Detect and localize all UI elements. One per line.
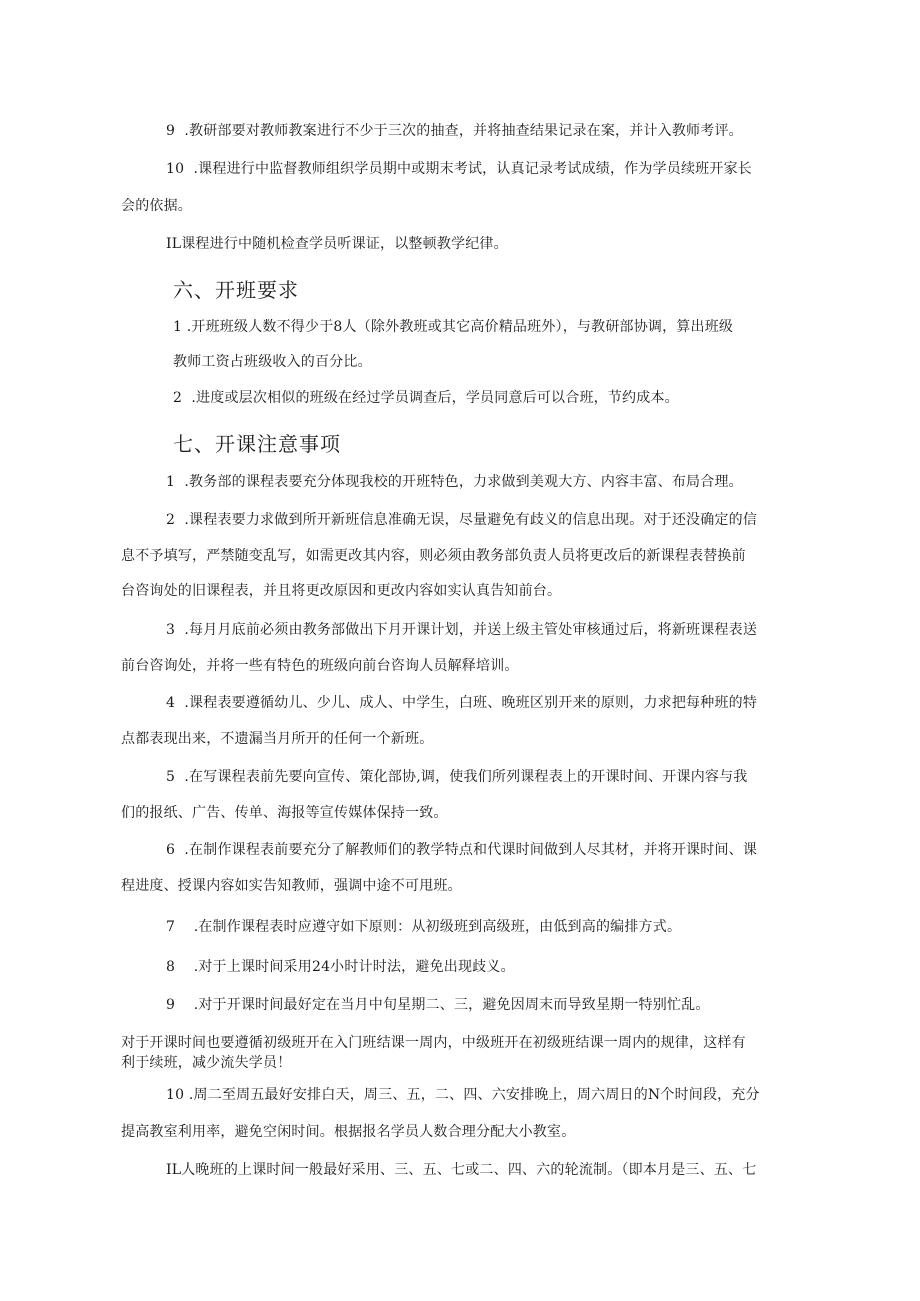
paragraph-line: 提高教室利用率，避免空闲时间。根据报名学员人数合理分配大小教室。 — [121, 1124, 576, 1140]
paragraph-line: 2 .课程表要力求做到所开新班信息准确无误，尽量避免有歧义的信息出现。对于还没确定的信 — [166, 512, 758, 528]
paragraph-line: 7 .在制作课程表时应遵守如下原则：从初级班到高级班，由低到高的编排方式。 — [166, 919, 682, 935]
section-heading-7: 七、开课注意事项 — [173, 432, 341, 456]
paragraph-line: 息不予填写，严禁随变乱写，如需更改其内容，则必须由教务部负责人员将更改后的新课程表替换前 — [121, 548, 746, 564]
paragraph-line: 1 .开班班级人数不得少于8人（除外教班或其它高价精品班外），与教研部协调，算出班级 — [173, 319, 734, 335]
paragraph-line: 9 .教研部要对教师教案进行不少于三次的抽查，并将抽查结果记录在案，并计入教师考评。 — [166, 123, 743, 139]
paragraph-line: 1 .教务部的课程表要充分体现我校的开班特色，力求做到美观大方、内容丰富、布局合理。 — [166, 474, 743, 490]
paragraph-line: 会的依据。 — [121, 198, 192, 214]
section-heading-6: 六、开班要求 — [173, 278, 299, 302]
paragraph-line: 6 .在制作课程表前要充分了解教师们的教学特点和代课时间做到人尽其材，并将开课时间、课 — [166, 842, 758, 858]
paragraph-line: 4 .课程表要遵循幼儿、少儿、成人、中学生，白班、晚班区别开来的原则，力求把每种班的特 — [166, 695, 758, 711]
paragraph-line: 们的报纸、广告、传单、海报等宣传媒体保持一致。 — [121, 805, 448, 821]
paragraph-line: 9 .对于开课时间最好定在当月中旬星期二、三，避免因周末而导致星期一特别忙乱。 — [166, 997, 710, 1013]
paragraph-line: IL课程进行中随机检查学员听课证，以整顿教学纪律。 — [166, 236, 508, 252]
paragraph-line: 程进度、授课内容如实告知教师，强调中途不可甩班。 — [121, 878, 462, 894]
paragraph-line: 2 .进度或层次相似的班级在经过学员调查后，学员同意后可以合班，节约成本。 — [173, 390, 679, 406]
paragraph-line: 10 .课程进行中监督教师组织学员期中或期末考试，认真记录考试成绩，作为学员续班开家长 — [166, 161, 752, 177]
paragraph-line: 教师工资占班级收入的百分比。 — [173, 354, 372, 370]
paragraph-line: 对于开课时间也要遵循初级班开在入门班结课一周内，中级班开在初级班结课一周内的规律，这样有 — [121, 1035, 746, 1051]
paragraph-line: IL人晚班的上课时间一般最好采用、三、五、七或二、四、六的轮流制。（即本月是三、五、七 — [166, 1162, 757, 1178]
paragraph-line: 利于续班，减少流失学员！ — [121, 1055, 292, 1071]
paragraph-line: 10 .周二至周五最好安排白天，周三、五，二、四、六安排晚上，周六周日的N个时间段，充分 — [166, 1087, 760, 1103]
paragraph-line: 前台咨询处，并将一些有特色的班级向前台咨询人员解释培训。 — [121, 658, 519, 674]
paragraph-line: 8 .对于上课时间采用24小时计时法，避免出现歧义。 — [166, 959, 515, 975]
paragraph-line: 5 .在写课程表前先要向宣传、策化部协,调，使我们所列课程表上的开课时间、开课内容与我 — [166, 769, 748, 785]
paragraph-line: 台咨询处的旧课程表，并且将更改原因和更改内容如实认真告知前台。 — [121, 583, 562, 599]
paragraph-line: 3 .每月月底前必须由教务部做出下月开课计划，并送上级主管处审核通过后，将新班课程表送 — [166, 622, 758, 638]
paragraph-line: 点都表现出来，不遗漏当月所开的任何一个新班。 — [121, 731, 434, 747]
